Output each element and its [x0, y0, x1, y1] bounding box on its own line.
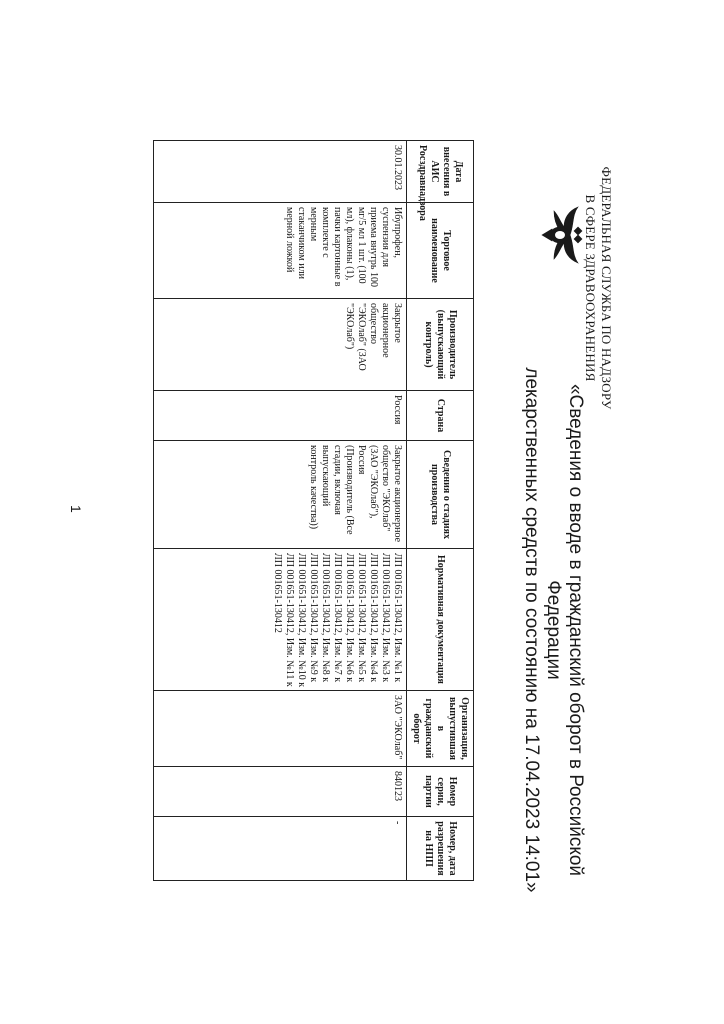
column-header-country: Страна	[407, 391, 474, 441]
normative-doc-line: ЛП 001651-130412, Изм. №10 к	[296, 553, 307, 688]
column-header-permit: Номер, дата разрешения на НПП	[407, 817, 474, 881]
cell-permit: -	[154, 817, 407, 881]
cell-trade-name: Ибупрофен, суспензия для приема внутрь 100 мг/5 мл 1 шт. (100 мл), флаконы (1), пачки картонные в комплекте с мерным стаканчиком или мерной ложкой	[154, 203, 407, 299]
cell-manufacturer: Закрытое акционерное общество "ЭКОлаб" (ЗАО "ЭКОлаб")	[154, 299, 407, 391]
column-header-series: Номер серии, партии	[407, 767, 474, 817]
column-header-date: Дата внесения в АИС Росздравнадзора	[407, 141, 474, 203]
normative-doc-line: ЛП 001651-130412, Изм. №8 к	[320, 553, 331, 683]
cell-date: 30.01.2023	[154, 141, 407, 203]
cell-normative-docs	[154, 549, 407, 691]
cell-organization: ЗАО "ЭКОлаб"	[154, 691, 407, 767]
table-row	[154, 141, 407, 881]
column-header-trade-name: Торговое наименование	[407, 203, 474, 299]
cell-stages: Закрытое акционерное общество "ЭКОлаб" (ЗАО "ЭКОлаб"), Россия (Производитель (Все стадии, включая выпускающий контроль качества))	[154, 441, 407, 549]
normative-doc-line: ЛП 001651-130412, Изм. №1 к	[392, 553, 403, 683]
normative-doc-line: ЛП 001651-130412, Изм. №4 к	[368, 553, 379, 683]
column-header-organization: Организация, выпустившая в гражданский оборот	[407, 691, 474, 767]
cell-series: 840123	[154, 767, 407, 817]
agency-name	[582, 118, 614, 458]
normative-doc-line: ЛП 001651-130412	[272, 553, 283, 633]
document-title	[520, 350, 586, 910]
column-header-normative-docs: Нормативная документация	[407, 549, 474, 691]
document-title-line-1: «Сведения о вводе в гражданский оборот в Российской Федерации	[543, 383, 586, 877]
column-header-stages: Сведения о стадиях производства	[407, 441, 474, 549]
page-number: 1	[68, 505, 84, 513]
cell-country: Россия	[154, 391, 407, 441]
column-header-manufacturer: Производитель (выпускающий контроль)	[407, 299, 474, 391]
document-title-line-2: лекарственных средств по состоянию на 17.04.2023 14:01»	[521, 367, 542, 893]
emblem-icon	[540, 205, 584, 265]
agency-line-1: ФЕДЕРАЛЬНАЯ СЛУЖБА ПО НАДЗОРУ	[599, 166, 614, 410]
normative-doc-line: ЛП 001651-130412, Изм. №11 к	[284, 553, 295, 687]
normative-doc-line: ЛП 001651-130412, Изм. №9 к	[308, 553, 319, 683]
registry-table	[153, 140, 474, 881]
table-header-row	[407, 141, 474, 881]
agency-line-2: В СФЕРЕ ЗДРАВООХРАНЕНИЯ	[583, 194, 598, 382]
normative-doc-line: ЛП 001651-130412, Изм. №7 к	[332, 553, 343, 683]
normative-doc-line: ЛП 001651-130412, Изм. №6 к	[344, 553, 355, 683]
normative-doc-line: ЛП 001651-130412, Изм. №5 к	[356, 553, 367, 683]
normative-doc-line: ЛП 001651-130412, Изм. №3 к	[380, 553, 391, 683]
